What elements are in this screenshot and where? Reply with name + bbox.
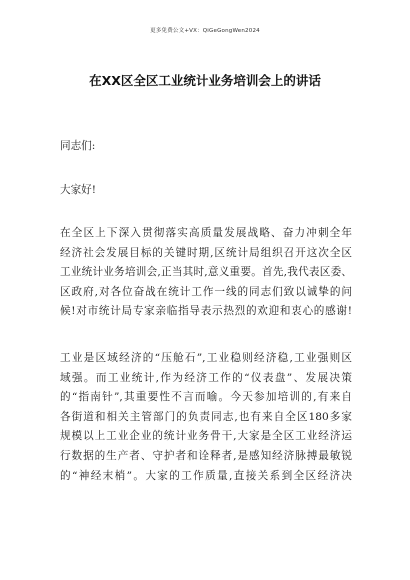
- paragraph-line: 工业统计业务培训会,正当其时,意义重要。首先,我代表区委、: [60, 266, 352, 279]
- greeting: [60, 181, 352, 201]
- document-title: 在XX区全区工业统计业务培训会上的讲话: [89, 73, 321, 88]
- salutation: [60, 137, 352, 157]
- paragraph-line: 域强。而工业统计,作为经济工作的“仪表盘”、发展决策: [60, 371, 352, 384]
- paragraph-line: 经济社会发展目标的关键时期,区统计局组织召开这次全区: [60, 246, 352, 259]
- paragraph-line: 规模以上工业企业的统计业务骨干,大家是全区工业经济运: [60, 430, 352, 443]
- paragraph-line: 区政府,对各位奋战在统计工作一线的同志们致以诚挚的问: [60, 285, 352, 298]
- paragraph-line: 在全区上下深入贯彻落实高质量发展战略、奋力冲刺全年: [60, 227, 352, 239]
- salutation-text: 同志们:: [60, 140, 96, 152]
- greeting-text: 大家好!: [60, 184, 97, 196]
- paragraph-line: 候!对市统计局专家亲临指导表示热烈的欢迎和衷心的感谢!: [60, 305, 352, 318]
- paragraph-line: 的“神经末梢”。大家的工作质量,直接关系到全区经济决: [60, 469, 352, 482]
- paragraph-line: 行数据的生产者、守护者和诠释者,是感知经济脉搏最敏锐: [60, 449, 352, 462]
- header-note: 更多免费公文+VX：QiGeGongWen2024: [150, 28, 260, 34]
- paragraph-line: 的“指南针”,其重要性不言而喻。今天参加培训的,有来自: [60, 391, 352, 404]
- paragraph-1: [60, 224, 352, 322]
- paragraph-line: 工业是区域经济的“压舱石”,工业稳则经济稳,工业强则区: [60, 352, 352, 364]
- paragraph-2: [60, 349, 352, 486]
- paragraph-line: 各街道和相关主管部门的负责同志,也有来自全区180多家: [60, 410, 352, 423]
